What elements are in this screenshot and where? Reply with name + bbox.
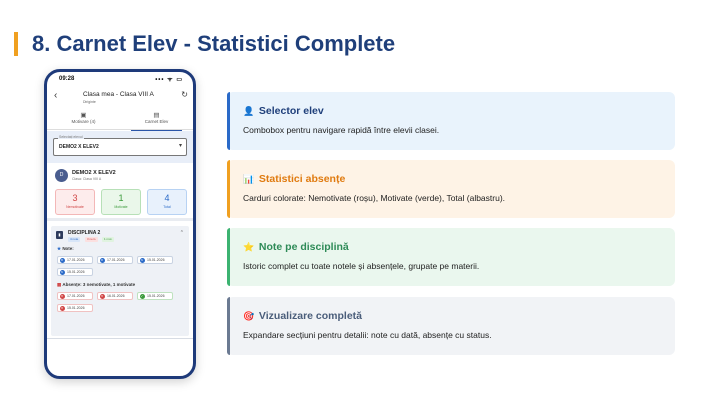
- avatar: D: [55, 169, 68, 182]
- note-chip: [97, 256, 133, 264]
- absence-date: 15.01.2026: [67, 306, 85, 310]
- stat-value: 3: [72, 193, 78, 203]
- feature-card-selector: [227, 92, 675, 150]
- tab-carnet-elev[interactable]: [120, 110, 193, 130]
- grade-dot: 6: [141, 258, 143, 262]
- header-subtitle: Diriginte: [83, 100, 96, 104]
- calendar-icon: ▣: [80, 112, 87, 119]
- excused-check-icon: ✓: [140, 294, 144, 298]
- stat-card-motivate: [101, 189, 141, 215]
- stat-label: Nemotivate: [66, 205, 84, 209]
- absence-date: 16.01.2026: [107, 294, 125, 298]
- notes-label: ★ Note:: [57, 246, 74, 251]
- card-title: Selector elev: [258, 105, 324, 117]
- stat-label: Total: [163, 205, 171, 209]
- status-bar: [47, 72, 193, 84]
- title-accent-bar: [14, 32, 18, 56]
- card-body: Combobox pentru navigare rapidă între elevii clasei.: [243, 125, 440, 135]
- absence-chip: [57, 304, 93, 312]
- person-icon: 👤: [243, 106, 255, 116]
- badge-excused: 1 mot.: [104, 237, 113, 241]
- bar-chart-icon: 📊: [243, 174, 255, 184]
- person-card-icon: ▤: [153, 112, 160, 119]
- note-date: 15.01.2026: [67, 270, 85, 274]
- stat-value: 4: [164, 193, 170, 203]
- note-chip: [57, 268, 93, 276]
- book-icon: ▮: [56, 231, 63, 239]
- card-body: Istoric complet cu toate notele și absențele, grupate pe materii.: [243, 261, 480, 271]
- discipline-section[interactable]: [51, 226, 189, 336]
- grade-dot: 6: [61, 270, 63, 274]
- refresh-icon[interactable]: ↻: [181, 90, 188, 99]
- star-icon: ★: [57, 246, 62, 251]
- note-chip: [57, 256, 93, 264]
- card-title: Note pe disciplină: [258, 241, 349, 253]
- chevron-up-icon[interactable]: ⌃: [179, 230, 184, 236]
- feature-card-view: [227, 297, 675, 355]
- unexcused-icon: ✕: [60, 306, 64, 310]
- tab-label: Carnet Elev: [144, 119, 169, 124]
- card-body: Carduri colorate: Nemotivate (roșu), Motivate (verde), Total (albastru).: [243, 193, 506, 203]
- stat-value: 1: [118, 193, 124, 203]
- note-date: 17.01.2026: [67, 258, 85, 262]
- status-icons: ••• ᯤ ▭: [155, 77, 183, 83]
- grade-dot: 8: [61, 258, 63, 262]
- status-time: 09:28: [59, 76, 75, 82]
- feature-card-stats: [227, 160, 675, 218]
- absence-chip: [137, 292, 173, 300]
- grade-dot: 8: [101, 258, 103, 262]
- absence-chip: [57, 292, 93, 300]
- card-body: Expandare secțiuni pentru detalii: note cu dată, absențe cu status.: [243, 330, 492, 340]
- student-name: DEMO2 X ELEV2: [72, 170, 116, 176]
- badge-unexcused: 3 nem.: [87, 237, 97, 241]
- student-class: Clasa: Clasa VIII A: [72, 177, 102, 181]
- absences-label: ▦ Absențe: 3 nemotivate, 1 motivate: [57, 282, 136, 287]
- student-summary: [47, 163, 193, 221]
- card-title: Statistici absențe: [258, 173, 346, 185]
- discipline-name: DISCIPLINA 2: [68, 230, 101, 236]
- student-selector-area: [47, 131, 193, 163]
- unexcused-icon: ✕: [60, 294, 64, 298]
- stat-card-total: [147, 189, 187, 215]
- absence-chip: [97, 292, 133, 300]
- badge-notes: 4 note: [70, 237, 79, 241]
- card-title: Vizualizare completă: [258, 310, 363, 322]
- combobox-label: Selectați elevul: [59, 135, 83, 139]
- note-chip: [137, 256, 173, 264]
- star-icon: ⭐: [243, 242, 255, 252]
- student-combobox[interactable]: [53, 135, 187, 156]
- back-arrow-icon[interactable]: ‹: [54, 90, 58, 101]
- calendar-icon: ▦: [57, 282, 62, 287]
- tab-bar: [47, 110, 193, 130]
- tab-label: Motivare (4): [71, 119, 96, 124]
- app-bar: [47, 86, 193, 110]
- tab-motivare[interactable]: [47, 110, 120, 130]
- feature-card-grades: [227, 228, 675, 286]
- note-date: 15.01.2026: [147, 258, 165, 262]
- target-icon: 🎯: [243, 311, 255, 321]
- absence-date: 15.01.2026: [147, 294, 165, 298]
- note-date: 17.01.2026: [107, 258, 125, 262]
- divider: [47, 338, 193, 339]
- slide-title: 8. Carnet Elev - Statistici Complete: [32, 31, 396, 56]
- absence-date: 17.01.2026: [67, 294, 85, 298]
- stat-card-nemotivate: [55, 189, 95, 215]
- phone-mockup: [44, 69, 196, 379]
- unexcused-icon: ✕: [100, 294, 104, 298]
- dropdown-arrow-icon: ▾: [178, 143, 182, 149]
- stat-label: Motivate: [114, 205, 128, 209]
- combobox-value: DEMO2 X ELEV2: [59, 144, 99, 150]
- header-title: Clasa mea - Clasa VIII A: [83, 91, 154, 98]
